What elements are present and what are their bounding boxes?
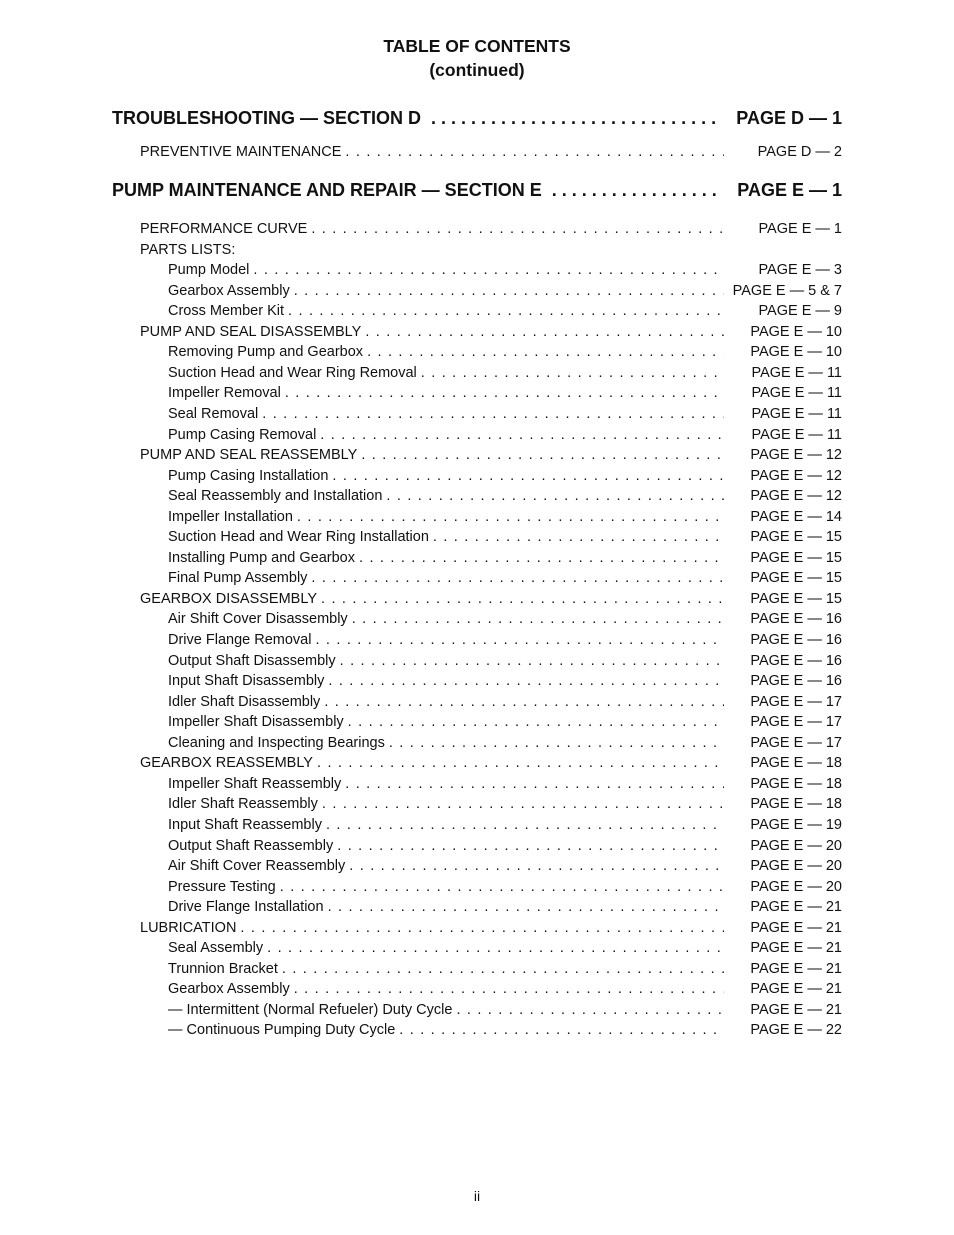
toc-entry-page: PAGE E — 21 (750, 981, 842, 997)
toc-entry-label: Pump Casing Removal (168, 427, 317, 443)
toc-entry[interactable] (168, 653, 842, 673)
dot-leader (332, 468, 724, 484)
toc-title-block (0, 34, 954, 82)
dot-leader (337, 838, 724, 854)
toc-entry-label: Cross Member Kit (168, 303, 285, 319)
section-e-page: PAGE E — 1 (737, 180, 842, 200)
toc-entry[interactable] (168, 427, 842, 447)
section-e-heading[interactable] (112, 180, 842, 201)
toc-entry[interactable] (168, 550, 842, 570)
toc-entry[interactable] (168, 838, 842, 858)
toc-entry-label: PREVENTIVE MAINTENANCE (140, 144, 342, 160)
dot-leader (433, 529, 724, 545)
toc-entry (140, 242, 842, 262)
toc-entry-page: PAGE E — 15 (750, 570, 842, 586)
dot-leader (262, 406, 724, 422)
toc-entry-page: PAGE E — 11 (751, 365, 842, 381)
toc-entry-page: PAGE E — 1 (758, 221, 842, 237)
toc-entry[interactable] (168, 1022, 842, 1042)
dot-leader (352, 611, 724, 627)
toc-entry-page: PAGE E — 17 (750, 714, 842, 730)
toc-entry-page: PAGE E — 11 (751, 406, 842, 422)
toc-entry-page: PAGE E — 20 (750, 838, 842, 854)
dot-leader (328, 673, 724, 689)
toc-entry-label: Suction Head and Wear Ring Installation (168, 529, 429, 545)
toc-entry-label: Drive Flange Installation (168, 899, 324, 915)
toc-entry-preventive-maintenance[interactable] (140, 144, 842, 164)
toc-entry-page: PAGE D — 2 (757, 144, 842, 160)
toc-entry-page: PAGE E — 19 (750, 817, 842, 833)
toc-entry-label: PUMP AND SEAL REASSEMBLY (140, 447, 358, 463)
toc-entry-page: PAGE E — 11 (751, 427, 842, 443)
toc-entry-page: PAGE E — 18 (750, 776, 842, 792)
toc-entry[interactable] (168, 735, 842, 755)
toc-entry-label: Seal Removal (168, 406, 259, 422)
toc-entry-label: Input Shaft Reassembly (168, 817, 322, 833)
toc-entry[interactable] (168, 406, 842, 426)
toc-entry[interactable] (168, 673, 842, 693)
dot-leader (386, 488, 724, 504)
toc-entry-label: Seal Reassembly and Installation (168, 488, 383, 504)
toc-entry-label: Seal Assembly (168, 940, 264, 956)
toc-entry[interactable] (168, 714, 842, 734)
toc-entry-label: Pump Model (168, 262, 250, 278)
toc-entry-label: Installing Pump and Gearbox (168, 550, 355, 566)
toc-entry-page: PAGE E — 21 (750, 940, 842, 956)
dot-leader (311, 570, 724, 586)
toc-entry[interactable] (168, 344, 842, 364)
toc-entry[interactable] (168, 303, 842, 323)
dot-leader (328, 899, 724, 915)
toc-entry[interactable] (168, 468, 842, 488)
toc-entry[interactable] (168, 262, 842, 282)
page-number: ii (473, 1188, 481, 1204)
toc-entry[interactable] (168, 1002, 842, 1022)
toc-entry-label: Cleaning and Inspecting Bearings (168, 735, 385, 751)
toc-entry-label: Input Shaft Disassembly (168, 673, 325, 689)
dot-leader (340, 653, 724, 669)
toc-entry[interactable] (168, 509, 842, 529)
toc-entry-page: PAGE E — 17 (750, 735, 842, 751)
toc-entry-label: Pump Casing Installation (168, 468, 329, 484)
toc-entry-label: Air Shift Cover Reassembly (168, 858, 346, 874)
toc-title: TABLE OF CONTENTS (383, 36, 571, 56)
dot-leader (288, 303, 724, 319)
dot-leader (552, 180, 722, 201)
dot-leader (321, 591, 724, 607)
toc-entry-label: Impeller Shaft Disassembly (168, 714, 344, 730)
toc-subtitle: (continued) (429, 60, 525, 80)
dot-leader (345, 144, 724, 160)
toc-entry-page: PAGE E — 21 (750, 899, 842, 915)
dot-leader (361, 447, 724, 463)
dot-leader (282, 961, 724, 977)
toc-entry-label: Trunnion Bracket (168, 961, 278, 977)
dot-leader (324, 694, 724, 710)
dot-leader (367, 344, 724, 360)
toc-entry-label: Air Shift Cover Disassembly (168, 611, 348, 627)
toc-entry-label: Impeller Removal (168, 385, 281, 401)
dot-leader (285, 385, 724, 401)
toc-entry-page: PAGE E — 3 (758, 262, 842, 278)
toc-entry[interactable] (140, 447, 842, 467)
toc-entry-page: PAGE E — 17 (750, 694, 842, 710)
section-d-page: PAGE D — 1 (736, 108, 842, 128)
dot-leader (322, 796, 724, 812)
dot-leader (267, 940, 724, 956)
toc-entry[interactable] (140, 324, 842, 344)
toc-entry[interactable] (140, 591, 842, 611)
toc-entry-label: Gearbox Assembly (168, 981, 290, 997)
dot-leader (315, 632, 724, 648)
toc-entry-page: PAGE E — 15 (750, 591, 842, 607)
toc-entry[interactable] (168, 365, 842, 385)
toc-entry[interactable] (168, 570, 842, 590)
toc-entry-page: PAGE E — 20 (750, 858, 842, 874)
toc-entry[interactable] (140, 221, 842, 241)
toc-entry-label: PERFORMANCE CURVE (140, 221, 308, 237)
toc-entry-page: PAGE E — 15 (750, 529, 842, 545)
toc-entry[interactable] (168, 632, 842, 652)
toc-entry-page: PAGE E — 21 (750, 961, 842, 977)
toc-entry[interactable] (168, 385, 842, 405)
dot-leader (317, 755, 724, 771)
toc-entry[interactable] (168, 283, 842, 303)
toc-entry-page: PAGE E — 16 (750, 673, 842, 689)
toc-entry-label: Impeller Installation (168, 509, 293, 525)
toc-entry-page: PAGE E — 16 (750, 611, 842, 627)
toc-entry-label: Drive Flange Removal (168, 632, 312, 648)
toc-entry-label: Pressure Testing (168, 879, 276, 895)
toc-entry-label: Final Pump Assembly (168, 570, 308, 586)
toc-entry[interactable] (168, 961, 842, 981)
dot-leader (348, 714, 724, 730)
toc-entry-label: Output Shaft Reassembly (168, 838, 334, 854)
toc-entry-label: PUMP AND SEAL DISASSEMBLY (140, 324, 362, 340)
toc-entry[interactable] (168, 817, 842, 837)
toc-entry-label: — Continuous Pumping Duty Cycle (168, 1022, 396, 1038)
dot-leader (345, 776, 724, 792)
toc-entry-page: PAGE E — 16 (750, 632, 842, 648)
toc-entry-page: PAGE E — 20 (750, 879, 842, 895)
toc-entry[interactable] (168, 529, 842, 549)
toc-entry-label: — Intermittent (Normal Refueler) Duty Cycle (168, 1002, 453, 1018)
dot-leader (280, 879, 724, 895)
section-e-title: PUMP MAINTENANCE AND REPAIR — SECTION E (112, 180, 542, 200)
toc-entry[interactable] (168, 488, 842, 508)
toc-entry-page: PAGE E — 21 (750, 1002, 842, 1018)
toc-entry[interactable] (168, 776, 842, 796)
toc-entry-label: Idler Shaft Disassembly (168, 694, 321, 710)
toc-entry-page: PAGE E — 15 (750, 550, 842, 566)
section-d-heading[interactable] (112, 108, 842, 129)
toc-entry-label: Idler Shaft Reassembly (168, 796, 318, 812)
toc-entry[interactable] (168, 611, 842, 631)
dot-leader (320, 427, 724, 443)
toc-entry-label: Impeller Shaft Reassembly (168, 776, 342, 792)
toc-entry-label: Gearbox Assembly (168, 283, 290, 299)
toc-entry-page: PAGE E — 10 (750, 324, 842, 340)
toc-entry[interactable] (168, 858, 842, 878)
dot-leader (294, 283, 724, 299)
toc-entry[interactable] (168, 940, 842, 960)
toc-entry[interactable] (140, 920, 842, 940)
toc-entry-page: PAGE E — 14 (750, 509, 842, 525)
toc-entry-page: PAGE E — 11 (751, 385, 842, 401)
toc-entry-page: PAGE E — 5 & 7 (732, 283, 842, 299)
toc-entry-label: Output Shaft Disassembly (168, 653, 336, 669)
toc-entry-label: GEARBOX DISASSEMBLY (140, 591, 318, 607)
toc-entry-label: Removing Pump and Gearbox (168, 344, 364, 360)
toc-entry-page: PAGE E — 10 (750, 344, 842, 360)
toc-entry-page: PAGE E — 21 (750, 920, 842, 936)
toc-entry-page: PAGE E — 18 (750, 755, 842, 771)
toc-entry-label: GEARBOX REASSEMBLY (140, 755, 313, 771)
toc-entry-page: PAGE E — 12 (750, 468, 842, 484)
toc-entry[interactable] (168, 981, 842, 1001)
dot-leader (294, 981, 724, 997)
dot-leader (421, 365, 724, 381)
toc-entry-label: LUBRICATION (140, 920, 237, 936)
dot-leader (456, 1002, 724, 1018)
dot-leader (253, 262, 724, 278)
dot-leader (389, 735, 724, 751)
dot-leader (349, 858, 724, 874)
toc-entry[interactable] (168, 694, 842, 714)
toc-entry-page: PAGE E — 12 (750, 488, 842, 504)
toc-entry-page: PAGE E — 16 (750, 653, 842, 669)
toc-entry-page: PAGE E — 22 (750, 1022, 842, 1038)
toc-entry-label: PARTS LISTS: (140, 242, 236, 258)
toc-entry[interactable] (140, 755, 842, 775)
dot-leader (431, 108, 720, 129)
toc-entry-page: PAGE E — 18 (750, 796, 842, 812)
toc-entry[interactable] (168, 879, 842, 899)
dot-leader (365, 324, 724, 340)
toc-entry-page: PAGE E — 12 (750, 447, 842, 463)
toc-entry-page: PAGE E — 9 (758, 303, 842, 319)
toc-entry[interactable] (168, 899, 842, 919)
dot-leader (297, 509, 724, 525)
dot-leader (311, 221, 724, 237)
section-d-title: TROUBLESHOOTING — SECTION D (112, 108, 422, 128)
dot-leader (359, 550, 724, 566)
dot-leader (399, 1022, 724, 1038)
dot-leader (240, 920, 724, 936)
toc-entry[interactable] (168, 796, 842, 816)
dot-leader (326, 817, 724, 833)
toc-entry-label: Suction Head and Wear Ring Removal (168, 365, 417, 381)
